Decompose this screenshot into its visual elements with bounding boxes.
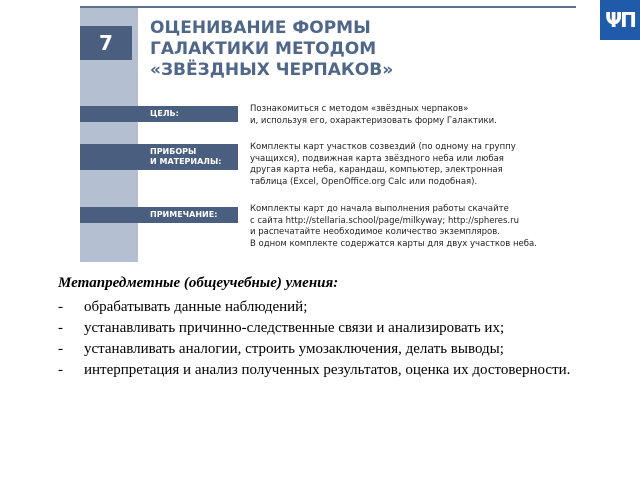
- goal-label-text: ЦЕЛЬ:: [150, 109, 179, 118]
- skills-section: [58, 274, 618, 381]
- dash-bullet: -: [58, 362, 63, 378]
- card-title-line: ОЦЕНИВАНИЕ ФОРМЫ: [150, 18, 371, 38]
- card-title: [150, 18, 570, 81]
- list-item: [58, 297, 618, 318]
- goal-text: [250, 104, 576, 127]
- equipment-label-text: ПРИБОРЫ: [150, 147, 197, 156]
- note-text-line: с сайта http://stellaria.school/page/milkyway; http://spheres.ru: [250, 215, 520, 226]
- note-label: [80, 207, 238, 223]
- lesson-number-badge: 7: [80, 26, 132, 60]
- goal-text-line: и, используя его, охарактеризовать форму Галактики.: [250, 115, 497, 126]
- skills-heading: Метапредметные (общеучебные) умения:: [58, 275, 339, 291]
- equipment-label: [80, 144, 238, 170]
- card-top-rule: [80, 6, 576, 8]
- card-title-line: ГАЛАКТИКИ МЕТОДОМ: [150, 39, 377, 59]
- note-text-line: Комплекты карт до начала выполнения работы скачайте: [250, 204, 509, 214]
- equipment-text-line: таблица (Excel, OpenOffice.org Calc или подобная).: [250, 176, 478, 187]
- institution-logo-icon: [600, 0, 640, 40]
- list-item-text: интерпретация и анализ полученных результатов, оценка их достоверности.: [84, 362, 571, 378]
- logo-glyph: ΨП: [605, 8, 635, 32]
- note-text: [250, 204, 576, 250]
- equipment-text-line: учащихся), подвижная карта звёздного неба или любая: [250, 153, 504, 164]
- list-item-text: устанавливать аналогии, строить умозаключения, делать выводы;: [84, 341, 504, 357]
- list-item: [58, 339, 618, 360]
- list-item-text: устанавливать причинно-следственные связи и анализировать их;: [84, 320, 505, 336]
- card-title-line: «ЗВЁЗДНЫХ ЧЕРПАКОВ»: [150, 60, 394, 80]
- list-item: [58, 318, 618, 339]
- skills-list: [58, 297, 618, 381]
- equipment-text: [250, 142, 576, 188]
- note-text-line: В одном комплекте содержатся карты для двух участков неба.: [250, 238, 537, 249]
- goal-text-line: Познакомиться с методом «звёздных черпаков»: [250, 104, 469, 114]
- dash-bullet: -: [58, 299, 63, 315]
- equipment-label-text: И МАТЕРИАЛЫ:: [150, 157, 222, 166]
- note-label-text: ПРИМЕЧАНИЕ:: [150, 210, 218, 219]
- equipment-text-line: Комплекты карт участков созвездий (по одному на группу: [250, 142, 516, 152]
- list-item-text: обрабатывать данные наблюдений;: [84, 299, 308, 315]
- dash-bullet: -: [58, 341, 63, 357]
- equipment-text-line: другая карта неба, карандаш, компьютер, электронная: [250, 165, 503, 175]
- worksheet-card: [80, 6, 576, 262]
- dash-bullet: -: [58, 320, 63, 336]
- note-text-line: и распечатайте необходимое количество экземпляров.: [250, 227, 500, 237]
- goal-label: [80, 106, 238, 122]
- list-item: [58, 360, 618, 381]
